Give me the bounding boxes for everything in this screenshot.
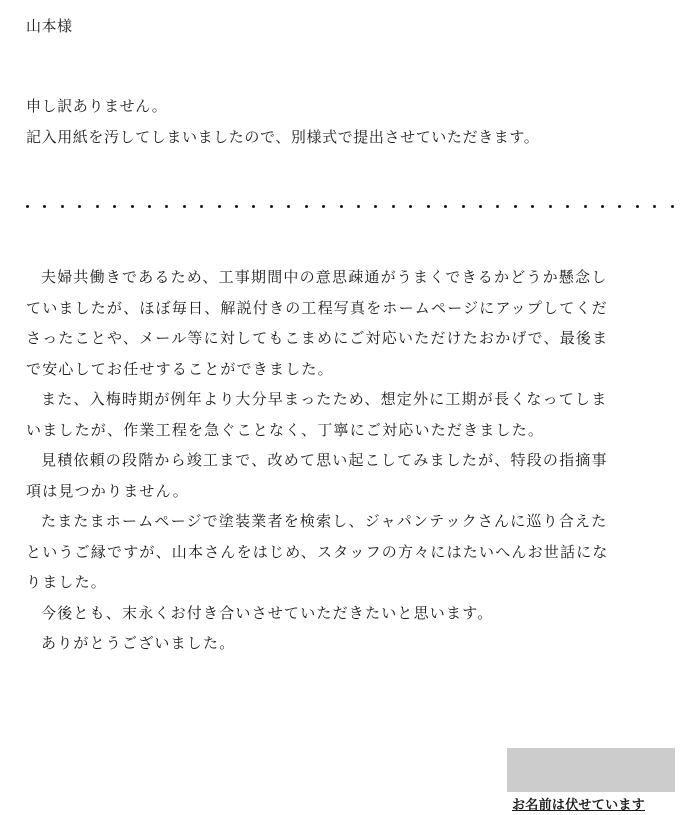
apology-line: 申し訳ありません。 — [26, 97, 168, 115]
separator-dot — [601, 205, 604, 208]
separator-dot — [322, 205, 325, 208]
redaction-note: お名前は伏せています — [512, 798, 646, 813]
separator-dot — [392, 205, 395, 208]
separator-dot — [566, 205, 569, 208]
separator-dot — [78, 205, 81, 208]
body-line: というご縁ですが、山本さんをはじめ、スタッフの方々にはたいへんお世話にな — [26, 542, 609, 561]
separator-dot — [496, 205, 499, 208]
separator-dot — [305, 205, 308, 208]
letter-body — [26, 262, 676, 659]
separator-dot — [636, 205, 639, 208]
body-line: たまたまホームページで塗装業者を検索し、ジャパンテックさんに巡り合えた — [41, 512, 608, 530]
separator-dot — [462, 205, 465, 208]
separator-dot — [148, 205, 151, 208]
separator-dot — [549, 205, 552, 208]
body-line: 見積依頼の段階から竣工まで、改めて思い起こしてみましたが、特段の指摘事 — [41, 451, 608, 469]
body-line: いましたが、作業工程を急ぐことなく、丁寧にご対応いただきました。 — [26, 420, 545, 439]
separator-dot — [409, 205, 412, 208]
separator-dot — [235, 205, 238, 208]
apology-line: 記入用紙を汚してしまいましたので、別様式で提出させていただきます。 — [26, 128, 540, 146]
dotted-separator — [26, 198, 674, 214]
body-line: 夫婦共働きであるため、工事期間中の意思疎通がうまくできるかどうか懸念し — [41, 268, 608, 286]
body-line: さったことや、メール等に対してもこまめにご対応いただけたおかげで、最後ま — [26, 329, 609, 347]
separator-dot — [531, 205, 534, 208]
separator-dot — [165, 205, 168, 208]
redacted-name-box — [507, 748, 675, 792]
separator-dot — [200, 205, 203, 208]
separator-dot — [96, 205, 99, 208]
separator-dot — [618, 205, 621, 208]
separator-dot — [514, 205, 517, 208]
separator-dot — [26, 205, 29, 208]
separator-dot — [270, 205, 273, 208]
separator-dot — [427, 205, 430, 208]
separator-dot — [183, 205, 186, 208]
separator-dot — [479, 205, 482, 208]
separator-dot — [113, 205, 116, 208]
body-line: 項は見つかりません。 — [26, 481, 189, 500]
separator-dot — [584, 205, 587, 208]
apology-block — [26, 91, 539, 153]
body-line: ありがとうございました。 — [41, 634, 236, 652]
body-line: 今後とも、末永くお付き合いさせていただきたいと思います。 — [41, 603, 494, 622]
body-line: ていましたが、ほぼ毎日、解説付きの工程写真をホームページにアップしてくだ — [26, 298, 608, 317]
body-line: また、入梅時期が例年より大分早まったため、想定外に工期が長くなってしま — [41, 390, 608, 408]
salutation: 山本様 — [26, 17, 73, 35]
separator-dot — [444, 205, 447, 208]
body-line: りました。 — [26, 573, 108, 591]
separator-dot — [374, 205, 377, 208]
separator-dot — [357, 205, 360, 208]
body-line: で安心してお任せすることができました。 — [26, 359, 334, 378]
separator-dot — [340, 205, 343, 208]
separator-dot — [61, 205, 64, 208]
separator-dot — [218, 205, 221, 208]
separator-dot — [43, 205, 46, 208]
separator-dot — [653, 205, 656, 208]
separator-dot — [287, 205, 290, 208]
separator-dot — [671, 205, 674, 208]
separator-dot — [131, 205, 134, 208]
separator-dot — [252, 205, 255, 208]
